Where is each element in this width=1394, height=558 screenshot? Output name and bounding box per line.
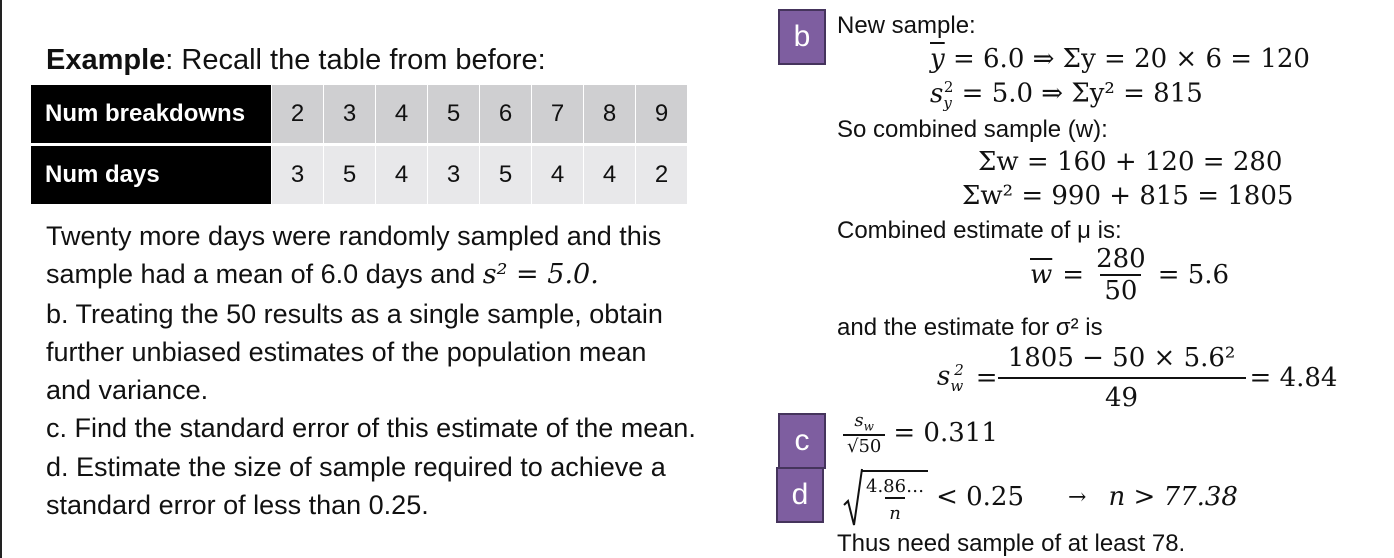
part-b-line: further unbiased estimates of the population mean bbox=[46, 336, 647, 367]
combined-sample-label: So combined sample (w): bbox=[837, 116, 1108, 143]
wbar-symbol: $\overline{w}$ bbox=[1030, 260, 1053, 290]
wbar-equation bbox=[1030, 244, 1229, 306]
d-denominator: n bbox=[885, 497, 905, 524]
se-numerator: $s_w$ bbox=[854, 410, 874, 434]
ybar-equation bbox=[930, 44, 1310, 74]
question-line-text: sample had a mean of 6.0 days and bbox=[46, 259, 483, 290]
table-cell: 3 bbox=[428, 145, 480, 205]
se-equation bbox=[843, 410, 998, 457]
breakdowns-table bbox=[31, 85, 687, 204]
badge-c: c bbox=[778, 413, 826, 469]
se-denominator: √50 bbox=[843, 434, 885, 457]
table-cell: 4 bbox=[532, 145, 584, 205]
wbar-numerator: 280 bbox=[1096, 244, 1146, 274]
question-line bbox=[46, 255, 806, 294]
se-fraction bbox=[843, 410, 885, 457]
sy-symbol: $s_y$ bbox=[930, 78, 952, 112]
part-d-line: standard error of less than 0.25. bbox=[46, 490, 429, 521]
d-inequality: < 0.25 bbox=[936, 482, 1025, 512]
combined-estimate-label: Combined estimate of μ is: bbox=[837, 217, 1122, 244]
table-cell: 7 bbox=[532, 85, 584, 145]
part-b-line: and variance. bbox=[46, 375, 209, 406]
sy-square: 2 bbox=[943, 78, 954, 96]
badge-b: b bbox=[778, 9, 826, 65]
row-header-days: Num days bbox=[31, 145, 272, 205]
sum-w2-equation: Σw² = 990 + 815 = 1805 bbox=[962, 181, 1294, 211]
sw-equation bbox=[937, 343, 1337, 413]
d-fraction bbox=[862, 470, 928, 524]
conclusion-text: Thus need sample of at least 78. bbox=[837, 530, 1186, 557]
d-result: n > 77.38 bbox=[1108, 482, 1238, 512]
se-result: = 0.311 bbox=[893, 418, 998, 449]
table-row bbox=[31, 145, 687, 205]
table-cell: 4 bbox=[584, 145, 636, 205]
sw-symbol: $s_w^2$ bbox=[937, 361, 964, 395]
table-cell: 9 bbox=[636, 85, 688, 145]
example-title: : Recall the table from before: bbox=[165, 44, 546, 76]
sy-equation-text: = 5.0 ⇒ Σy² = 815 bbox=[961, 78, 1203, 109]
example-heading bbox=[46, 44, 546, 77]
table-cell: 5 bbox=[324, 145, 376, 205]
sw-fraction bbox=[1002, 343, 1242, 413]
part-d-line: d. Estimate the size of sample required to achieve a bbox=[46, 451, 666, 482]
example-label: Example bbox=[46, 44, 166, 76]
wbar-denominator: 50 bbox=[1100, 274, 1141, 306]
part-b-line: b. Treating the 50 results as a single sample, obtain bbox=[46, 298, 663, 329]
table-row bbox=[31, 85, 687, 145]
table-cell: 8 bbox=[584, 85, 636, 145]
part-c-line: c. Find the standard error of this estimate of the mean. bbox=[46, 413, 696, 444]
table-cell: 4 bbox=[376, 85, 428, 145]
wbar-result: = 5.6 bbox=[1157, 260, 1230, 290]
d-numerator: 4.86… bbox=[866, 476, 925, 497]
equals-sign: = bbox=[1062, 260, 1085, 290]
ybar-symbol: $\overline{y}$ bbox=[930, 44, 945, 74]
sqrt-sign-icon bbox=[843, 467, 863, 527]
variance-math: s² = 5.0. bbox=[482, 259, 599, 291]
arrow-right-icon: → bbox=[1068, 484, 1087, 510]
sw-denominator: 49 bbox=[998, 377, 1246, 413]
table-cell: 5 bbox=[428, 85, 480, 145]
sy-equation bbox=[930, 78, 1203, 112]
left-edge-line bbox=[0, 0, 2, 558]
equals-sign: = bbox=[975, 363, 998, 393]
table-cell: 3 bbox=[272, 145, 324, 205]
question-text bbox=[46, 217, 806, 524]
table-cell: 2 bbox=[636, 145, 688, 205]
sw-numerator: 1805 − 50 × 5.6² bbox=[1007, 343, 1236, 373]
sw-result: = 4.84 bbox=[1249, 363, 1338, 393]
table-cell: 4 bbox=[376, 145, 428, 205]
ybar-equation-text: = 6.0 ⇒ Σy = 20 × 6 = 120 bbox=[952, 44, 1310, 74]
sigma-estimate-label: and the estimate for σ² is bbox=[837, 314, 1103, 341]
table-cell: 2 bbox=[272, 85, 324, 145]
table-cell: 5 bbox=[480, 145, 532, 205]
row-header-breakdowns: Num breakdowns bbox=[31, 85, 272, 145]
table-cell: 6 bbox=[480, 85, 532, 145]
table-cell: 3 bbox=[324, 85, 376, 145]
wbar-fraction bbox=[1092, 244, 1150, 306]
se-numerator-s: s bbox=[854, 410, 864, 431]
badge-d: d bbox=[776, 467, 824, 523]
sum-w-equation: Σw = 160 + 120 = 280 bbox=[978, 147, 1283, 177]
new-sample-label: New sample: bbox=[837, 12, 976, 39]
question-line: Twenty more days were randomly sampled and this bbox=[46, 221, 662, 251]
d-equation bbox=[843, 467, 1238, 527]
